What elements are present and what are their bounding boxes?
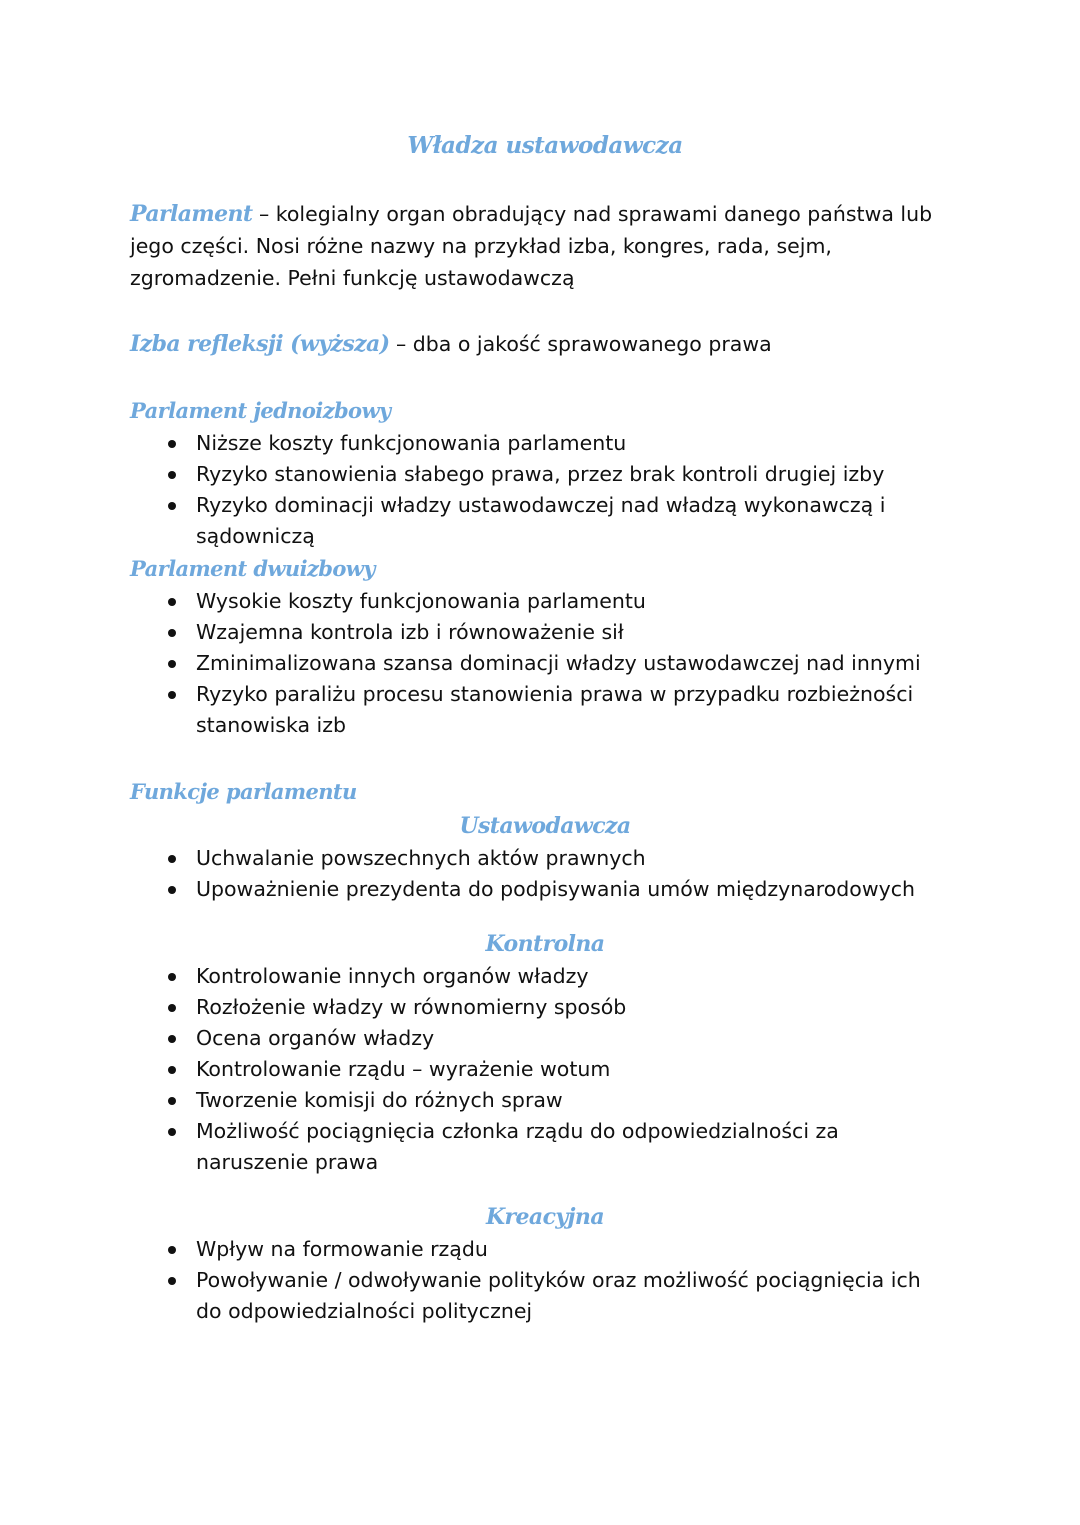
list-item bbox=[130, 617, 960, 648]
list-item-text: Możliwość pociągnięcia członka rządu do odpowiedzialności za bbox=[196, 1119, 839, 1143]
list-kreacyjna bbox=[130, 1234, 960, 1327]
list-item-text: Wpływ na formowanie rządu bbox=[196, 1237, 488, 1261]
bullet-icon bbox=[168, 629, 176, 637]
list-item bbox=[130, 679, 960, 741]
subheading-kreacyjna: Kreacyjna bbox=[486, 1204, 604, 1230]
list-item-text: Ryzyko stanowienia słabego prawa, przez brak kontroli drugiej izby bbox=[196, 462, 885, 486]
bullet-icon bbox=[168, 1004, 176, 1012]
list-item-text: Wysokie koszty funkcjonowania parlamentu bbox=[196, 589, 646, 613]
term-parlament: Parlament bbox=[130, 201, 253, 227]
bullet-icon bbox=[168, 886, 176, 894]
bullet-icon bbox=[168, 1097, 176, 1105]
list-kontrolna bbox=[130, 961, 960, 1178]
term-izba-refleksji: Izba refleksji (wyższa) bbox=[130, 331, 390, 357]
list-item-text-continued: naruszenie prawa bbox=[196, 1150, 379, 1174]
list-item bbox=[130, 992, 960, 1023]
izba-definition bbox=[130, 328, 960, 360]
list-item-text: Kontrolowanie innych organów władzy bbox=[196, 964, 589, 988]
list-item bbox=[130, 648, 960, 679]
list-jednoizbowy bbox=[130, 428, 960, 552]
parlament-definition bbox=[130, 198, 960, 294]
bullet-icon bbox=[168, 1128, 176, 1136]
definition-text-line1: – kolegialny organ obradujący nad sprawami danego państwa lub bbox=[252, 202, 933, 226]
list-item-text: Powoływanie / odwoływanie polityków oraz możliwość pociągnięcia ich bbox=[196, 1268, 921, 1292]
list-item bbox=[130, 1116, 960, 1178]
list-item-text-continued: do odpowiedzialności politycznej bbox=[196, 1299, 533, 1323]
heading-jednoizbowy: Parlament jednoizbowy bbox=[130, 398, 391, 423]
list-item bbox=[130, 1234, 960, 1265]
list-item-text: Ocena organów władzy bbox=[196, 1026, 435, 1050]
list-item bbox=[130, 1085, 960, 1116]
bullet-icon bbox=[168, 502, 176, 510]
subheading-kontrolna: Kontrolna bbox=[485, 931, 605, 957]
list-item bbox=[130, 459, 960, 490]
bullet-icon bbox=[168, 1277, 176, 1285]
bullet-icon bbox=[168, 440, 176, 448]
list-item-text: Niższe koszty funkcjonowania parlamentu bbox=[196, 431, 627, 455]
list-item bbox=[130, 1265, 960, 1327]
bullet-icon bbox=[168, 1246, 176, 1254]
bullet-icon bbox=[168, 1035, 176, 1043]
list-dwuizbowy bbox=[130, 586, 960, 741]
bullet-icon bbox=[168, 691, 176, 699]
document-page bbox=[130, 128, 960, 1327]
heading-dwuizbowy: Parlament dwuizbowy bbox=[130, 556, 375, 581]
list-item-text: Upoważnienie prezydenta do podpisywania umów międzynarodowych bbox=[196, 877, 916, 901]
definition-text-line2: jego części. Nosi różne nazwy na przykład izba, kongres, rada, sejm, bbox=[130, 234, 832, 258]
subheading-ustawodawcza: Ustawodawcza bbox=[459, 813, 631, 839]
list-item bbox=[130, 428, 960, 459]
bullet-icon bbox=[168, 1066, 176, 1074]
list-item bbox=[130, 1054, 960, 1085]
list-item bbox=[130, 843, 960, 874]
bullet-icon bbox=[168, 973, 176, 981]
bullet-icon bbox=[168, 598, 176, 606]
izba-definition-text: – dba o jakość sprawowanego prawa bbox=[389, 332, 772, 356]
bullet-icon bbox=[168, 471, 176, 479]
list-item-text-continued: sądowniczą bbox=[196, 524, 315, 548]
list-item-text: Uchwalanie powszechnych aktów prawnych bbox=[196, 846, 646, 870]
list-item-text: Ryzyko paraliżu procesu stanowienia prawa w przypadku rozbieżności bbox=[196, 682, 914, 706]
heading-funkcje-parlamentu: Funkcje parlamentu bbox=[130, 779, 357, 804]
definition-text-line3: zgromadzenie. Pełni funkcję ustawodawczą bbox=[130, 266, 575, 290]
list-item-text: Zminimalizowana szansa dominacji władzy ustawodawczej nad innymi bbox=[196, 651, 921, 675]
list-item-text: Kontrolowanie rządu – wyrażenie wotum bbox=[196, 1057, 611, 1081]
list-item bbox=[130, 1023, 960, 1054]
bullet-icon bbox=[168, 660, 176, 668]
list-item-text: Wzajemna kontrola izb i równoważenie sił bbox=[196, 620, 624, 644]
list-item bbox=[130, 874, 960, 905]
list-item bbox=[130, 961, 960, 992]
list-item-text-continued: stanowiska izb bbox=[196, 713, 347, 737]
bullet-icon bbox=[168, 855, 176, 863]
list-item bbox=[130, 490, 960, 552]
page-title: Władza ustawodawcza bbox=[407, 132, 683, 159]
list-ustawodawcza bbox=[130, 843, 960, 905]
list-item-text: Ryzyko dominacji władzy ustawodawczej nad władzą wykonawczą i bbox=[196, 493, 886, 517]
list-item bbox=[130, 586, 960, 617]
list-item-text: Tworzenie komisji do różnych spraw bbox=[196, 1088, 563, 1112]
list-item-text: Rozłożenie władzy w równomierny sposób bbox=[196, 995, 627, 1019]
